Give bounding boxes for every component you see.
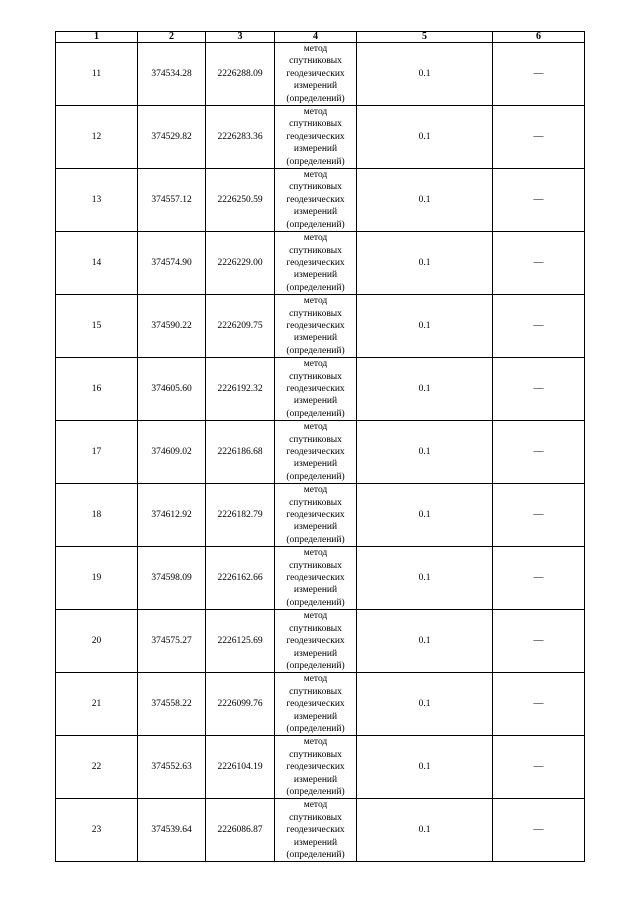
point-number-text: 17 [91, 447, 102, 457]
y-coordinate-cell [206, 43, 275, 106]
table-body [56, 43, 585, 862]
note-text: — [533, 509, 544, 521]
x-coordinate-cell [138, 799, 206, 862]
method-cell [275, 421, 357, 484]
y-coordinate-text: 2226104.19 [217, 762, 263, 773]
x-coordinate-cell [138, 295, 206, 358]
method-cell [275, 484, 357, 547]
note-text: — [533, 446, 544, 457]
note-cell [493, 736, 585, 799]
method-cell [275, 43, 357, 106]
note-cell [493, 547, 585, 610]
x-coordinate-cell [138, 358, 206, 421]
column-header-6: 6 [493, 32, 585, 43]
y-coordinate-cell [206, 421, 275, 484]
point-number-cell [56, 547, 138, 610]
table-row [56, 484, 585, 547]
method-cell [275, 358, 357, 421]
note-cell [493, 106, 585, 169]
note-text: — [533, 193, 544, 205]
table-row [56, 106, 585, 169]
method-cell [275, 610, 357, 673]
note-text: — [533, 572, 544, 584]
accuracy-cell [357, 295, 493, 358]
x-coordinate-cell [138, 673, 206, 736]
x-coordinate-cell [138, 547, 206, 610]
method-text: метод спутниковых геодезических измерений (определений) [286, 359, 345, 419]
note-text: — [533, 67, 544, 79]
accuracy-text: 0.1 [418, 699, 431, 710]
point-number-text: 14 [91, 257, 102, 268]
method-text: метод спутниковых геодезических измерений (определений) [286, 737, 345, 797]
note-cell [493, 232, 585, 295]
x-coordinate-cell [138, 169, 206, 232]
point-number-text: 20 [91, 636, 102, 647]
method-text: метод спутниковых геодезических измерений (определений) [286, 170, 345, 230]
note-text: — [533, 382, 544, 394]
accuracy-text: 0.1 [418, 825, 431, 836]
method-text: метод спутниковых геодезических измерений (определений) [286, 107, 345, 167]
y-coordinate-text: 2226099.76 [217, 699, 263, 710]
x-coordinate-cell [138, 232, 206, 295]
accuracy-text: 0.1 [418, 131, 431, 142]
accuracy-cell [357, 673, 493, 736]
y-coordinate-text: 2226209.75 [217, 320, 263, 331]
y-coordinate-cell [206, 484, 275, 547]
accuracy-cell [357, 799, 493, 862]
point-number-cell [56, 169, 138, 232]
y-coordinate-cell [206, 358, 275, 421]
x-coordinate-text: 374552.63 [151, 762, 192, 773]
y-coordinate-text: 2226186.68 [217, 447, 263, 457]
method-text: метод спутниковых геодезических измерений (определений) [286, 485, 345, 545]
x-coordinate-cell [138, 106, 206, 169]
point-number-cell [56, 673, 138, 736]
y-coordinate-cell [206, 610, 275, 673]
point-number-text: 16 [91, 383, 102, 394]
method-text: метод спутниковых геодезических измерений (определений) [286, 548, 345, 608]
accuracy-text: 0.1 [418, 320, 431, 331]
note-text: — [533, 635, 544, 647]
coordinates-table [55, 31, 585, 862]
y-coordinate-text: 2226229.00 [217, 257, 263, 268]
x-coordinate-cell [138, 610, 206, 673]
y-coordinate-cell [206, 736, 275, 799]
column-header-4: 4 [275, 32, 357, 43]
point-number-cell [56, 736, 138, 799]
method-text: метод спутниковых геодезических измерений (определений) [286, 233, 345, 293]
note-cell [493, 43, 585, 106]
x-coordinate-cell [138, 421, 206, 484]
table-row [56, 169, 585, 232]
x-coordinate-text: 374529.82 [151, 131, 192, 142]
y-coordinate-cell [206, 169, 275, 232]
x-coordinate-cell [138, 736, 206, 799]
method-text: метод спутниковых геодезических измерений (определений) [286, 296, 345, 356]
x-coordinate-text: 374605.60 [151, 383, 192, 394]
x-coordinate-text: 374557.12 [151, 194, 192, 205]
table-row [56, 673, 585, 736]
note-cell [493, 421, 585, 484]
table-row [56, 736, 585, 799]
method-cell [275, 547, 357, 610]
x-coordinate-text: 374609.02 [151, 447, 192, 457]
header-row [56, 32, 585, 43]
y-coordinate-text: 2226288.09 [217, 68, 263, 79]
note-cell [493, 358, 585, 421]
accuracy-cell [357, 358, 493, 421]
point-number-text: 23 [91, 825, 102, 836]
note-cell [493, 295, 585, 358]
method-cell [275, 799, 357, 862]
x-coordinate-text: 374534.28 [151, 68, 192, 79]
y-coordinate-text: 2226283.36 [217, 131, 263, 142]
table-row [56, 358, 585, 421]
x-coordinate-text: 374575.27 [151, 636, 192, 647]
column-header-3: 3 [206, 32, 275, 43]
note-text: — [533, 824, 544, 836]
accuracy-cell [357, 43, 493, 106]
y-coordinate-text: 2226250.59 [217, 194, 263, 205]
point-number-text: 22 [91, 762, 102, 773]
note-cell [493, 169, 585, 232]
table-row [56, 799, 585, 862]
accuracy-text: 0.1 [418, 636, 431, 647]
method-text: метод спутниковых геодезических измерений (определений) [286, 674, 345, 734]
note-text: — [533, 256, 544, 268]
note-cell [493, 484, 585, 547]
x-coordinate-cell [138, 43, 206, 106]
note-text: — [533, 130, 544, 142]
column-header-5: 5 [357, 32, 493, 43]
note-text: — [533, 319, 544, 331]
y-coordinate-text: 2226162.66 [217, 573, 263, 584]
accuracy-cell [357, 106, 493, 169]
point-number-cell [56, 421, 138, 484]
accuracy-cell [357, 736, 493, 799]
note-text: — [533, 698, 544, 710]
y-coordinate-cell [206, 673, 275, 736]
note-cell [493, 673, 585, 736]
table-row [56, 43, 585, 106]
x-coordinate-text: 374612.92 [151, 510, 192, 521]
table-row [56, 232, 585, 295]
point-number-text: 15 [91, 320, 102, 331]
accuracy-text: 0.1 [418, 68, 431, 79]
accuracy-cell [357, 169, 493, 232]
note-text: — [533, 761, 544, 773]
accuracy-text: 0.1 [418, 447, 431, 457]
table-row [56, 610, 585, 673]
point-number-cell [56, 610, 138, 673]
method-cell [275, 736, 357, 799]
y-coordinate-cell [206, 295, 275, 358]
method-cell [275, 232, 357, 295]
column-header-2: 2 [138, 32, 206, 43]
accuracy-text: 0.1 [418, 383, 431, 394]
y-coordinate-cell [206, 106, 275, 169]
note-cell [493, 610, 585, 673]
y-coordinate-text: 2226192.32 [217, 383, 263, 394]
accuracy-text: 0.1 [418, 194, 431, 205]
y-coordinate-cell [206, 547, 275, 610]
accuracy-text: 0.1 [418, 573, 431, 584]
method-text: метод спутниковых геодезических измерений (определений) [286, 44, 345, 104]
y-coordinate-text: 2226086.87 [217, 825, 263, 836]
point-number-text: 11 [91, 68, 102, 79]
accuracy-text: 0.1 [418, 762, 431, 773]
point-number-cell [56, 232, 138, 295]
point-number-text: 13 [91, 194, 102, 205]
accuracy-cell [357, 610, 493, 673]
point-number-cell [56, 106, 138, 169]
accuracy-cell [357, 484, 493, 547]
accuracy-cell [357, 232, 493, 295]
column-header-1: 1 [56, 32, 138, 43]
point-number-cell [56, 43, 138, 106]
y-coordinate-cell [206, 232, 275, 295]
table-row [56, 295, 585, 358]
note-cell [493, 799, 585, 862]
point-number-cell [56, 799, 138, 862]
y-coordinate-text: 2226125.69 [217, 636, 263, 647]
x-coordinate-text: 374539.64 [151, 825, 192, 836]
point-number-text: 18 [91, 510, 102, 521]
y-coordinate-text: 2226182.79 [217, 510, 263, 521]
accuracy-cell [357, 421, 493, 484]
method-cell [275, 673, 357, 736]
method-text: метод спутниковых геодезических измерений (определений) [286, 611, 345, 671]
point-number-text: 21 [91, 699, 102, 710]
x-coordinate-text: 374574.90 [151, 257, 192, 268]
point-number-cell [56, 295, 138, 358]
point-number-text: 12 [91, 131, 102, 142]
accuracy-text: 0.1 [418, 257, 431, 268]
table-row [56, 547, 585, 610]
y-coordinate-cell [206, 799, 275, 862]
accuracy-cell [357, 547, 493, 610]
method-cell [275, 106, 357, 169]
point-number-text: 19 [91, 573, 102, 584]
x-coordinate-cell [138, 484, 206, 547]
x-coordinate-text: 374558.22 [151, 699, 192, 710]
point-number-cell [56, 484, 138, 547]
table-row [56, 421, 585, 484]
method-cell [275, 169, 357, 232]
accuracy-text: 0.1 [418, 510, 431, 521]
x-coordinate-text: 374590.22 [151, 320, 192, 331]
method-text: метод спутниковых геодезических измерений (определений) [286, 422, 345, 482]
method-text: метод спутниковых геодезических измерений (определений) [286, 800, 345, 860]
x-coordinate-text: 374598.09 [151, 573, 192, 584]
method-cell [275, 295, 357, 358]
point-number-cell [56, 358, 138, 421]
